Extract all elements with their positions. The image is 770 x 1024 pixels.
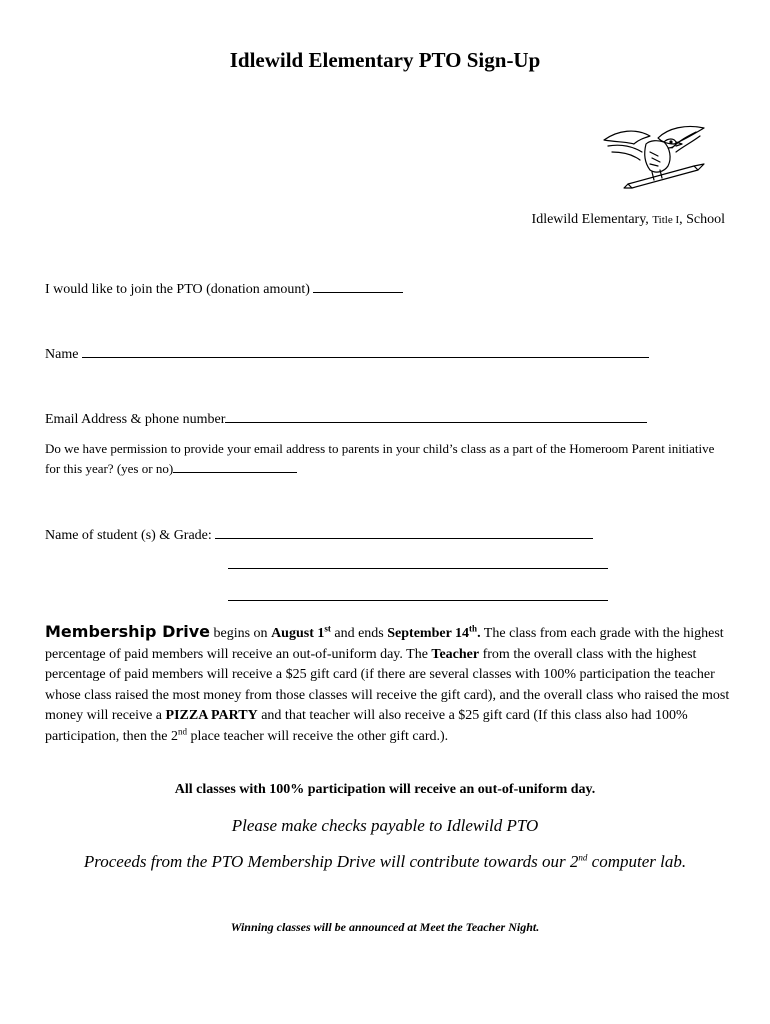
donation-label: I would like to join the PTO (donation amount) <box>45 282 310 297</box>
winning-classes-note: Winning classes will be announced at Meet the Teacher Night. <box>230 920 540 934</box>
proceeds-note: Proceeds from the PTO Membership Drive will contribute towards our 2nd computer lab. <box>83 852 687 871</box>
student-field-2[interactable] <box>228 568 608 569</box>
name-label: Name <box>45 347 79 362</box>
permission-question: Do we have permission to provide your email address to parents in your child’s class as a part of the Homeroom Parent initiative for this year? (yes or no) <box>45 441 715 476</box>
email-phone-field[interactable] <box>225 408 647 423</box>
page-title: Idlewild Elementary PTO Sign-Up <box>229 48 541 72</box>
email-row <box>45 408 647 428</box>
donation-amount-field[interactable] <box>313 278 403 293</box>
student-field-3[interactable] <box>228 600 608 601</box>
eagle-logo-icon <box>598 122 710 196</box>
permission-answer-field[interactable] <box>173 460 297 473</box>
pizza-party: PIZZA PARTY <box>165 708 258 723</box>
all-classes-note: All classes with 100% participation will receive an out-of-uniform day. <box>174 782 596 797</box>
student-row <box>45 524 593 544</box>
name-row <box>45 343 649 363</box>
school-name: Idlewild Elementary, Title I, School <box>531 212 725 227</box>
email-label: Email Address & phone number <box>45 412 226 427</box>
name-field[interactable] <box>82 343 649 358</box>
title-one-label: Title I <box>652 214 680 226</box>
checks-payable-note: Please make checks payable to Idlewild PTO <box>231 816 539 835</box>
membership-drive-paragraph: Membership Drive begins on August 1st and ends September 14th. The class from each grade with the highest percentage of paid members will receive an out-of-uniform day. The Teacher from the overall class with the highest percentage of paid members will receive a $25 gift card (if there are several classes with 100% participation the teacher whose class raised the most money from those classes will receive the gift card), and the overall class who raised the most money will receive a PIZZA PARTY and that teacher will also receive a $25 gift card (If this class also had 100% participation, then the 2nd place teacher will receive the other gift card.). <box>45 622 730 744</box>
student-field-1[interactable] <box>215 524 593 539</box>
donation-row <box>45 278 403 298</box>
teacher-word: Teacher <box>431 646 480 662</box>
permission-row <box>45 439 725 479</box>
start-date: August 1st <box>271 623 331 641</box>
student-label: Name of student (s) & Grade: <box>45 528 212 543</box>
membership-drive-heading: Membership Drive <box>45 622 210 641</box>
end-date: September 14th. <box>387 623 481 641</box>
